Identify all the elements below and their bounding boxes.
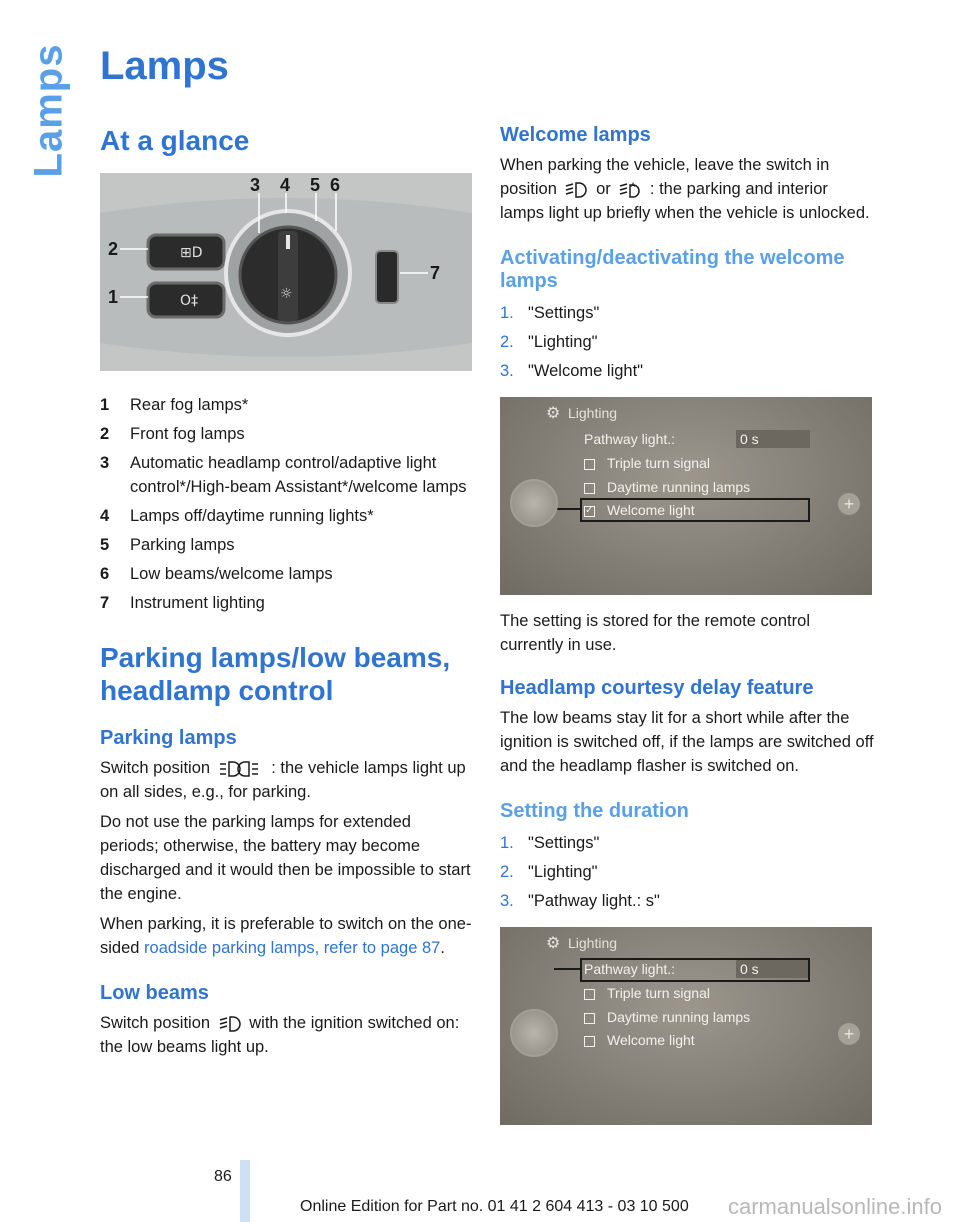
callout-2: 2 bbox=[108, 239, 119, 260]
light-switch-illustration bbox=[100, 173, 472, 371]
low-beams-heading: Low beams bbox=[100, 982, 209, 1005]
step-item bbox=[500, 330, 876, 354]
plus-icon: + bbox=[838, 1023, 860, 1045]
light-switch-photo bbox=[100, 173, 472, 371]
parking-paragraph-3 bbox=[100, 912, 472, 960]
callout-3: 3 bbox=[250, 175, 261, 196]
right-column bbox=[500, 124, 876, 1125]
parking-lamps-subheading: Parking lamps bbox=[100, 727, 237, 750]
plus-icon: + bbox=[838, 493, 860, 515]
step-item bbox=[500, 889, 876, 913]
parking-lamps-symbol-icon bbox=[219, 760, 263, 778]
controller-knob-icon bbox=[510, 479, 558, 527]
legend-text: Low beams/welcome lamps bbox=[130, 565, 333, 584]
step-text: "Pathway light.: s" bbox=[528, 892, 660, 910]
legend-item bbox=[100, 591, 472, 615]
parking-text-a: Switch position bbox=[100, 759, 211, 778]
side-tab-label: Lamps bbox=[26, 43, 71, 178]
page-number: 86 bbox=[214, 1168, 232, 1185]
footer-bar bbox=[240, 1160, 250, 1222]
legend-item bbox=[100, 393, 472, 417]
activate-steps-list bbox=[500, 301, 876, 383]
legend-item bbox=[100, 422, 472, 446]
parking-paragraph-2: Do not use the parking lamps for extended periods; otherwise, the battery may become discharged and it would then be impossible to start the engine. bbox=[100, 813, 471, 904]
activate-welcome-heading: Activating/deactivating the welcome lamps bbox=[500, 247, 845, 292]
pointer-line bbox=[554, 508, 580, 510]
step-number: 1. bbox=[500, 304, 514, 322]
menu-item-daytime[interactable] bbox=[584, 479, 750, 495]
welcome-paragraph bbox=[500, 153, 876, 225]
gear-icon: ⚙ bbox=[546, 935, 561, 952]
menu-item-label: Welcome light bbox=[607, 502, 695, 518]
gear-icon: ⚙ bbox=[546, 405, 561, 422]
menu-item-triple-turn[interactable] bbox=[584, 455, 710, 471]
legend-text: Lamps off/daytime running lights* bbox=[130, 507, 374, 526]
auto-headlamp-symbol-icon bbox=[619, 181, 641, 199]
welcome-text-a: When parking the vehicle, leave the switch in position bbox=[500, 156, 830, 198]
step-number: 2. bbox=[500, 863, 514, 881]
legend-number: 7 bbox=[100, 594, 110, 613]
legend-item bbox=[100, 562, 472, 586]
legend-number: 5 bbox=[100, 536, 110, 555]
pointer-line bbox=[554, 968, 580, 970]
checkbox-icon bbox=[584, 1036, 595, 1047]
legend-item bbox=[100, 504, 472, 528]
parking-text-b: : the vehicle lamps light up on all sides, e.g., for parking. bbox=[100, 759, 466, 802]
parking-lamps-section-heading: Parking lamps/low beams, headlamp control bbox=[100, 642, 451, 707]
step-number: 2. bbox=[500, 333, 514, 351]
low-beam-symbol-icon bbox=[565, 181, 587, 199]
courtesy-delay-text: The low beams stay lit for a short while after the ignition is switched off, if the lamps are switched off and the headlamp flasher is switched on. bbox=[500, 709, 874, 775]
legend-number: 6 bbox=[100, 565, 110, 584]
step-text: "Settings" bbox=[528, 304, 600, 322]
menu-item-label: Daytime running lamps bbox=[607, 479, 751, 495]
welcome-lamps-heading: Welcome lamps bbox=[500, 124, 651, 146]
step-item bbox=[500, 860, 876, 884]
menu-item-daytime[interactable] bbox=[584, 1009, 750, 1025]
step-text: "Settings" bbox=[528, 834, 600, 852]
screen-title: Lighting bbox=[568, 405, 618, 421]
welcome-text-b: : the parking and interior lamps light up briefly when the vehicle is unlocked. bbox=[500, 180, 870, 222]
page-footer bbox=[0, 1160, 960, 1222]
callout-7: 7 bbox=[430, 263, 441, 284]
roadside-parking-link[interactable]: roadside parking lamps, refer to page 87 bbox=[144, 939, 441, 958]
legend-text: Parking lamps bbox=[130, 536, 235, 555]
pathway-value: 0 s bbox=[736, 430, 810, 448]
menu-item-label: Welcome light bbox=[607, 1032, 695, 1048]
legend-number: 3 bbox=[100, 454, 110, 473]
selection-highlight bbox=[580, 958, 810, 982]
legend-number: 1 bbox=[100, 396, 110, 415]
callout-6: 6 bbox=[330, 175, 341, 196]
lighting-screen-duration bbox=[500, 927, 872, 1125]
svg-text:⊞D: ⊞D bbox=[180, 245, 203, 262]
legend-number: 2 bbox=[100, 425, 110, 444]
step-item bbox=[500, 301, 876, 325]
legend-text: Instrument lighting bbox=[130, 594, 265, 613]
checkbox-icon bbox=[584, 1013, 595, 1024]
menu-item-label: Triple turn signal bbox=[607, 455, 710, 471]
page-title: Lamps bbox=[100, 44, 229, 88]
legend-text: Rear fog lamps* bbox=[130, 396, 249, 415]
selection-highlight bbox=[580, 498, 810, 522]
callout-5: 5 bbox=[310, 175, 321, 196]
checked-checkbox-icon: ✓ bbox=[585, 504, 594, 516]
low-beam-symbol-icon bbox=[219, 1015, 241, 1033]
controller-knob-icon bbox=[510, 1009, 558, 1057]
period: . bbox=[440, 939, 445, 958]
legend-number: 4 bbox=[100, 507, 110, 526]
menu-item-label: Daytime running lamps bbox=[607, 1009, 751, 1025]
stored-setting-text: The setting is stored for the remote control currently in use. bbox=[500, 612, 810, 654]
low-beams-text-b: with the ignition switched on: the low beams light up. bbox=[100, 1014, 460, 1057]
legend-item bbox=[100, 533, 472, 557]
parking-text-c: When parking, it is preferable to switch on the one-sided bbox=[100, 915, 472, 958]
checkbox-icon bbox=[584, 989, 595, 1000]
low-beams-text-a: Switch position bbox=[100, 1014, 211, 1033]
svg-text:O‡: O‡ bbox=[180, 293, 199, 310]
legend-text: Front fog lamps bbox=[130, 425, 245, 444]
side-tab bbox=[22, 43, 71, 178]
step-item bbox=[500, 831, 876, 855]
screen-title: Lighting bbox=[568, 935, 618, 951]
left-column bbox=[100, 124, 472, 1059]
courtesy-delay-heading: Headlamp courtesy delay feature bbox=[500, 677, 814, 699]
step-number: 3. bbox=[500, 892, 514, 910]
setting-duration-heading: Setting the duration bbox=[500, 800, 689, 822]
callout-1: 1 bbox=[108, 287, 119, 308]
low-beams-paragraph bbox=[100, 1011, 472, 1059]
menu-item-label: Triple turn signal bbox=[607, 985, 710, 1001]
callout-4: 4 bbox=[280, 175, 291, 196]
welcome-or: or bbox=[596, 180, 611, 198]
svg-text:☼: ☼ bbox=[280, 286, 293, 303]
pathway-value: 0 s bbox=[736, 960, 810, 978]
duration-steps-list bbox=[500, 831, 876, 913]
step-text: "Lighting" bbox=[528, 863, 598, 881]
checkbox-icon bbox=[584, 483, 595, 494]
step-text: "Lighting" bbox=[528, 333, 598, 351]
pathway-light-label: Pathway light.: bbox=[584, 431, 676, 447]
at-a-glance-heading: At a glance bbox=[100, 125, 250, 156]
step-number: 1. bbox=[500, 834, 514, 852]
step-item bbox=[500, 359, 876, 383]
legend-item bbox=[100, 451, 472, 499]
footer-text: Online Edition for Part no. 01 41 2 604 413 - 03 10 500 bbox=[300, 1198, 689, 1215]
pathway-light-label[interactable]: Pathway light.: bbox=[584, 961, 676, 977]
menu-item-welcome-light[interactable] bbox=[584, 1032, 695, 1048]
svg-text:A: A bbox=[631, 181, 636, 189]
menu-item-triple-turn[interactable] bbox=[584, 985, 710, 1001]
legend-text: Automatic headlamp control/adaptive light control*/High-beam Assistant*/welcome lamps bbox=[130, 454, 467, 497]
legend-list bbox=[100, 393, 472, 615]
step-text: "Welcome light" bbox=[528, 362, 644, 380]
checkbox-icon bbox=[584, 459, 595, 470]
watermark: carmanualsonline.info bbox=[727, 1194, 942, 1219]
parking-paragraph-1 bbox=[100, 756, 472, 804]
step-number: 3. bbox=[500, 362, 514, 380]
lighting-screen-welcome bbox=[500, 397, 872, 595]
